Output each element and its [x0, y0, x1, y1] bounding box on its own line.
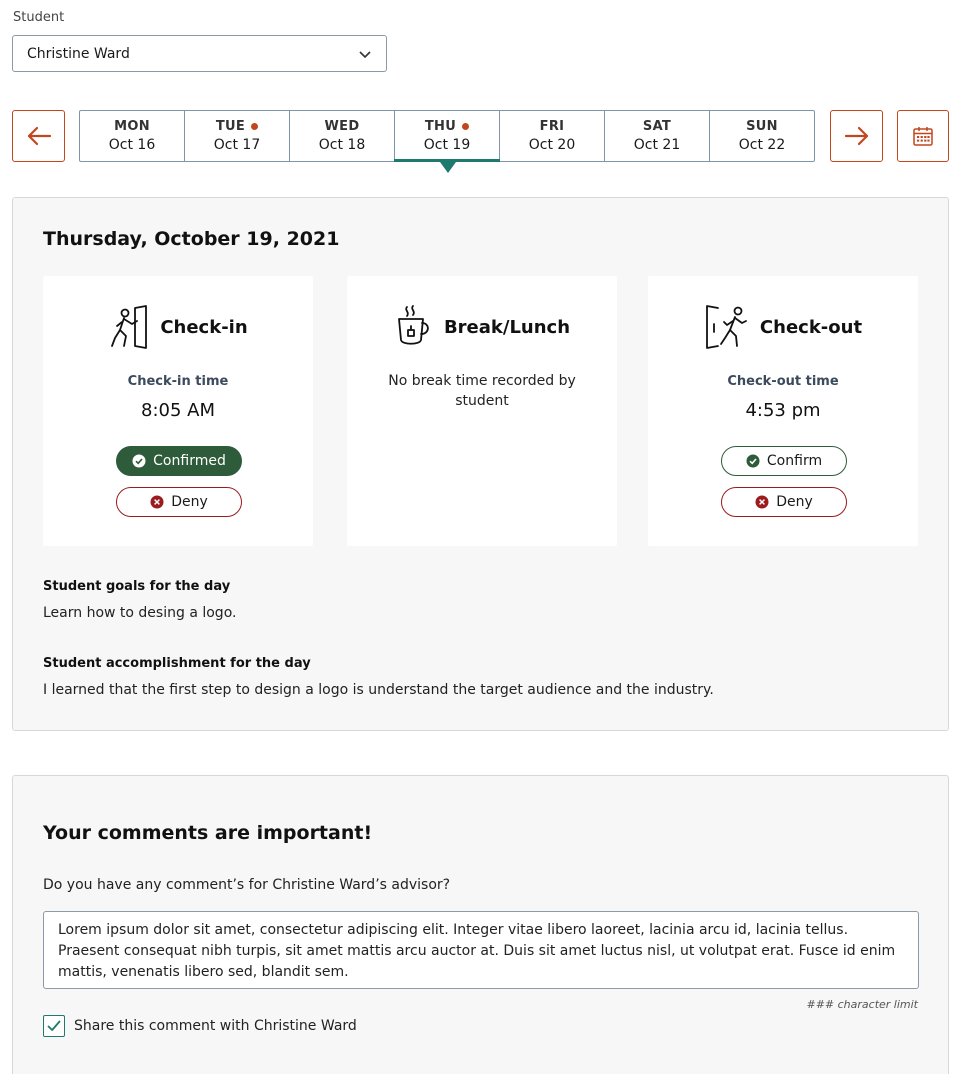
- check-in-person-icon: [108, 304, 150, 350]
- deny-circle-icon: [150, 495, 164, 509]
- day-tab-thu[interactable]: [395, 111, 500, 161]
- checkout-title: Check-out: [759, 316, 863, 338]
- student-select-value: Christine Ward: [27, 45, 130, 62]
- day-date: Oct 20: [528, 137, 576, 153]
- checkout-deny-button[interactable]: [721, 487, 847, 517]
- calendar-icon: [912, 125, 934, 147]
- comments-title: Your comments are important!: [43, 822, 373, 844]
- day-tab-fri[interactable]: [500, 111, 605, 161]
- day-name: TUE: [215, 119, 246, 134]
- arrow-left-icon: [26, 126, 52, 146]
- share-comment-label: Share this comment with Christine Ward: [74, 1018, 357, 1034]
- coffee-cup-icon: [394, 304, 434, 350]
- next-week-button[interactable]: [830, 110, 883, 162]
- student-label: Student: [13, 10, 65, 25]
- day-tab-sun[interactable]: [710, 111, 814, 161]
- check-circle-icon: [132, 454, 146, 468]
- deny-circle-icon: [755, 495, 769, 509]
- day-name: WED: [324, 119, 360, 134]
- activity-dot-icon: [462, 123, 469, 130]
- accomplishment-label: Student accomplishment for the day: [43, 656, 311, 671]
- day-detail-panel: [12, 197, 949, 731]
- checkin-time-label: Check-in time: [127, 374, 229, 389]
- checkout-confirm-label: Confirm: [766, 453, 823, 469]
- day-date: Oct 21: [633, 137, 681, 153]
- break-title: Break/Lunch: [443, 316, 571, 338]
- day-name: SUN: [746, 119, 778, 134]
- calendar-button[interactable]: [897, 110, 949, 162]
- day-name: THU: [424, 119, 457, 134]
- day-tab-mon[interactable]: [80, 111, 185, 161]
- checkout-time-label: Check-out time: [727, 374, 839, 389]
- checkout-time-value: 4:53 pm: [745, 400, 821, 421]
- checkin-title: Check-in: [160, 316, 248, 338]
- week-day-selector: [79, 110, 815, 162]
- day-name: FRI: [539, 119, 565, 134]
- checkin-deny-label: Deny: [171, 494, 208, 510]
- day-tab-sat[interactable]: [605, 111, 710, 161]
- checkin-deny-button[interactable]: [116, 487, 242, 517]
- previous-week-button[interactable]: [12, 110, 65, 162]
- break-card: [347, 276, 617, 546]
- day-date: Oct 19: [423, 137, 471, 153]
- day-tab-wed[interactable]: [290, 111, 395, 161]
- checkmark-icon: [46, 1018, 62, 1034]
- checkout-card: [648, 276, 918, 546]
- checkout-confirm-button[interactable]: [721, 446, 847, 476]
- checkin-card: [43, 276, 313, 546]
- day-name: SAT: [642, 119, 672, 134]
- day-date: Oct 17: [213, 137, 261, 153]
- checkin-time-value: 8:05 AM: [141, 400, 215, 421]
- active-day-caret-icon: [440, 162, 456, 173]
- day-title: Thursday, October 19, 2021: [43, 228, 340, 250]
- comment-textarea[interactable]: [43, 911, 919, 989]
- share-comment-checkbox[interactable]: [43, 1015, 65, 1037]
- goals-label: Student goals for the day: [43, 579, 231, 594]
- accomplishment-text: I learned that the first step to design a logo is understand the target audience and the industry.: [43, 682, 714, 698]
- chevron-down-icon: [358, 47, 372, 61]
- check-circle-icon: [746, 454, 760, 468]
- arrow-right-icon: [844, 126, 870, 146]
- share-comment-option[interactable]: [43, 1015, 357, 1037]
- character-limit-note: ### character limit: [806, 998, 918, 1011]
- day-date: Oct 22: [738, 137, 786, 153]
- check-out-person-icon: [704, 304, 750, 350]
- break-note: No break time recorded by student: [388, 373, 576, 409]
- comments-question: Do you have any comment’s for Christine Ward’s advisor?: [43, 877, 451, 893]
- comments-panel: [12, 775, 949, 1074]
- checkout-deny-label: Deny: [776, 494, 813, 510]
- day-date: Oct 18: [318, 137, 366, 153]
- checkin-confirmed-label: Confirmed: [153, 453, 226, 469]
- day-name: MON: [114, 119, 150, 134]
- day-tab-tue[interactable]: [185, 111, 290, 161]
- activity-dot-icon: [251, 123, 258, 130]
- checkin-confirmed-button[interactable]: [116, 446, 242, 476]
- day-date: Oct 16: [108, 137, 156, 153]
- student-select[interactable]: [12, 35, 387, 72]
- goals-text: Learn how to desing a logo.: [43, 605, 237, 621]
